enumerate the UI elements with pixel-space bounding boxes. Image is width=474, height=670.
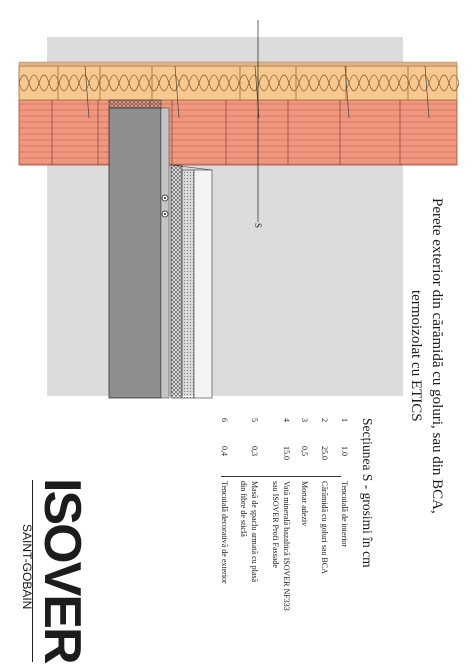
insulation-band (19, 66, 457, 100)
render-strip (19, 62, 457, 66)
brick-wall-layer (19, 100, 457, 165)
logo-sub: SAINT-GOBAIN (20, 524, 34, 610)
column-finish-strip (161, 108, 169, 398)
column-top-mesh (109, 100, 161, 108)
legend-row-number: 2 (320, 418, 329, 422)
legend-row-thickness: 0,3 (250, 446, 259, 456)
title-line-1: Perete exterior din cărămidă cu goluri, sau din BCA, (429, 198, 445, 514)
legend-row-number: 6 (220, 418, 229, 422)
legend-row-thickness: 25.0 (320, 446, 329, 460)
legend-row-description: Mortar adeziv (300, 481, 309, 527)
legend-row-number: 3 (300, 418, 309, 422)
legend-row-thickness: 0,5 (300, 446, 309, 456)
legend-title: Secțiunea S - grosimi în cm (360, 418, 375, 568)
legend-row-thickness: 1.0 (340, 446, 349, 456)
adhesive-layer (182, 170, 194, 398)
legend-divider (221, 476, 341, 477)
legend-row-description: Vată minerală bazaltică ISOVER NF333 sau ISOVER Profi Fassade (271, 481, 291, 611)
legend-row-description: Masă de șpaclu armată cu plasă din fibre de sticlă (239, 481, 259, 583)
legend-row-thickness: 15.0 (282, 446, 291, 460)
concrete-column (109, 100, 169, 398)
fixing-dowel-center (164, 197, 166, 199)
insulation-mesh-strip (171, 165, 182, 398)
legend-row-thickness: 0,4 (220, 446, 229, 456)
logo-brand: ISOVER (33, 478, 91, 663)
title-line-2: termoizolat cu ETICS (408, 290, 424, 422)
section-marker-label: S (253, 223, 263, 229)
legend-row-description: Tencuială decorativă de exterior (220, 481, 229, 584)
isover-logo (14, 478, 91, 664)
fixing-dowel-center (164, 213, 166, 215)
drawing-title (407, 198, 445, 514)
legend-row-description: Tencuială de interior (340, 481, 349, 548)
render-finish-layer (194, 170, 212, 398)
legend (205, 418, 375, 658)
legend-row-description: Cărămidă cu goluri sau BCA (320, 481, 329, 574)
legend-row-number: 4 (282, 418, 291, 422)
legend-row-number: 1 (340, 418, 349, 422)
legend-row-number: 5 (250, 418, 259, 422)
concrete-column-body (109, 108, 161, 398)
